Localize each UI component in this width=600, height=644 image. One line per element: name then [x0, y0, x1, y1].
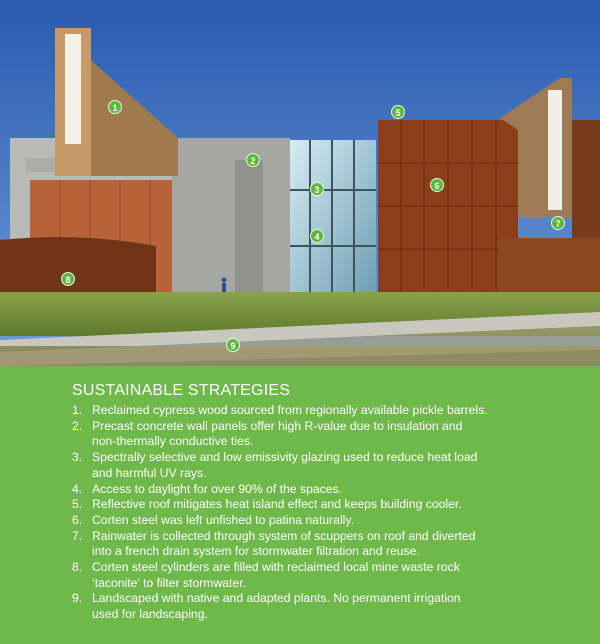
strategy-number: 3. — [72, 450, 83, 465]
strategies-panel — [0, 366, 600, 644]
strategy-number: 1. — [72, 403, 83, 417]
marker-7: 7 — [551, 216, 565, 230]
strategy-text-line: Spectrally selective and low emissivity glazing used to reduce heat load — [92, 450, 478, 465]
marker-2: 2 — [246, 153, 260, 167]
strategy-number: 5. — [72, 497, 83, 512]
marker-3: 3 — [310, 182, 324, 196]
strategy-text-line: and harmful UV rays. — [92, 465, 207, 480]
strategy-item — [72, 591, 572, 622]
marker-1: 1 — [108, 100, 122, 114]
strategy-item — [72, 419, 572, 450]
strategies-title: SUSTAINABLE STRATEGIES — [72, 382, 291, 399]
marker-5: 5 — [391, 105, 405, 119]
strategy-number: 7. — [72, 528, 83, 543]
strategy-number: 2. — [72, 418, 83, 433]
strategy-number: 4. — [72, 481, 83, 496]
strategy-text-line: Reclaimed cypress wood sourced from regionally available pickle barrels. — [92, 403, 488, 417]
strategy-text-line: Precast concrete wall panels offer high R-value due to insulation and — [92, 418, 463, 433]
strategy-text-line: Landscaped with native and adapted plants. No permanent irrigation — [92, 591, 461, 606]
marker-4: 4 — [310, 229, 324, 243]
strategy-text-line: ‘taconite’ to filter stormwater. — [92, 575, 246, 590]
strategy-item — [72, 482, 572, 498]
strategies-list — [72, 403, 572, 623]
marker-6: 6 — [430, 178, 444, 192]
strategy-text-line: Reflective roof mitigates heat island effect and keeps building cooler. — [92, 497, 462, 512]
strategy-number: 8. — [72, 560, 83, 575]
strategy-text-line: Rainwater is collected through system of scuppers on roof and diverted — [92, 528, 476, 543]
precast-panels — [172, 138, 290, 298]
marker-8: 8 — [61, 272, 75, 286]
strategy-item — [72, 497, 572, 513]
strategy-number: 9. — [72, 591, 83, 606]
strategy-item — [72, 403, 572, 419]
strategy-item — [72, 450, 572, 481]
marker-9: 9 — [226, 338, 240, 352]
strategy-text-line: Corten steel cylinders are filled with reclaimed local mine waste rock — [92, 560, 460, 575]
strategy-text-line: Access to daylight for over 90% of the spaces. — [92, 481, 342, 496]
strategy-number: 6. — [72, 512, 83, 527]
strategy-item — [72, 513, 572, 529]
strategy-text-line: used for landscaping. — [92, 607, 208, 622]
strategy-item — [72, 529, 572, 560]
strategy-item — [72, 560, 572, 591]
strategy-text-line: non-thermally conductive ties. — [92, 434, 254, 449]
strategy-text-line: Corten steel was left unfished to patina naturally. — [92, 512, 354, 527]
strategy-text-line: into a french drain system for stormwater filtration and reuse. — [92, 544, 420, 559]
